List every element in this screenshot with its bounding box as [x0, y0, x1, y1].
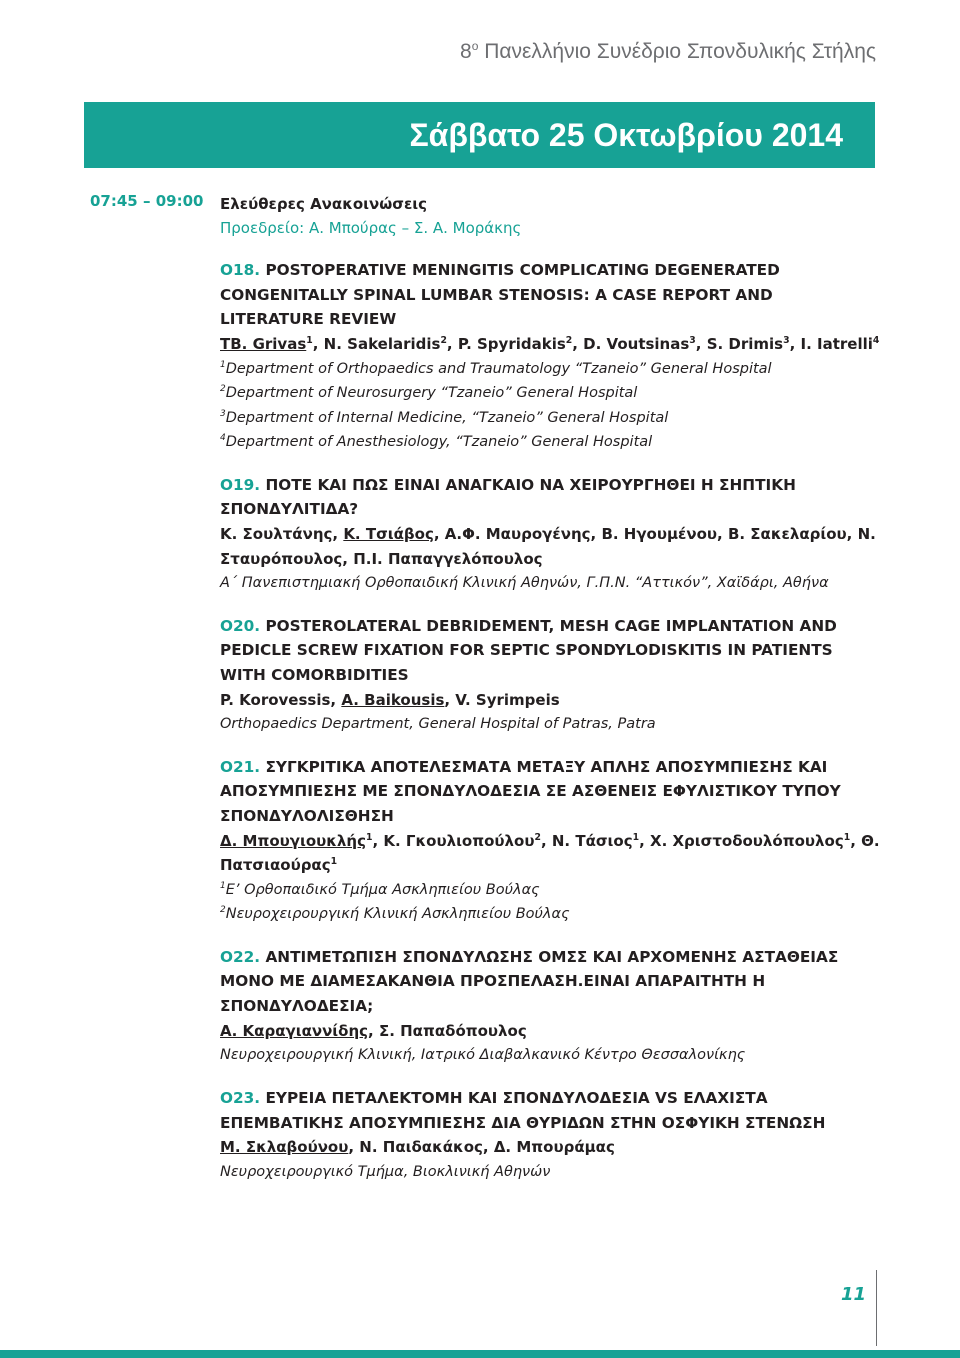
- abstract-code: Ο20.: [220, 616, 261, 635]
- presenting-author: Μ. Σκλαβούνου: [220, 1138, 349, 1157]
- date-banner: [84, 102, 875, 168]
- presenting-author: Κ. Τσιάβος: [343, 525, 434, 544]
- author: , D. Voutsinas: [572, 335, 690, 354]
- author-sup: 3: [783, 335, 790, 347]
- session-chairs: Προεδρείο: Α. Μπούρας – Σ. Α. Μοράκης: [220, 219, 522, 237]
- affiliation-text: Ε’ Ορθοπαιδικό Τμήμα Ασκληπιείου Βούλας: [225, 881, 540, 898]
- author: P. Korovessis,: [220, 690, 342, 709]
- title-text: ΠΟΤΕ ΚΑΙ ΠΩΣ ΕΙΝΑΙ ΑΝΑΓΚΑΙΟ ΝΑ ΧΕΙΡΟΥΡΓΗΘΕΙ Η ΣΗΠΤΙΚΗ: [265, 475, 796, 494]
- abstract-authors: Σταυρόπουλος, Π.Ι. Παπαγγελόπουλος: [220, 549, 543, 568]
- author-sup: 1: [330, 856, 338, 868]
- abstract-title: [220, 945, 870, 1019]
- affiliation-text: Department of Anesthesiology, “Tzaneio” General Hospital: [225, 434, 653, 451]
- abstract-o18: [220, 258, 880, 455]
- abstract-o21: [220, 755, 880, 927]
- affiliation-sup: 3: [220, 408, 226, 419]
- title-line: [220, 258, 870, 283]
- title-line: ΜΟΝΟ ΜΕ ΔΙΑΜΕΣΑΚΑΝΘΙΑ ΠΡΟΣΠΕΛΑΣΗ.ΕΙΝΑΙ ΑΠΑΡΑΙΤΗΤΗ Η: [220, 972, 766, 991]
- abstract-authors: [220, 853, 870, 878]
- abstract-o19: [220, 473, 876, 596]
- affiliation-sup: 2: [220, 384, 226, 395]
- presenting-author: Δ. Μπουγιουκλής: [220, 831, 366, 850]
- abstract-authors: [220, 522, 876, 547]
- author-sup: 1: [306, 335, 313, 347]
- conference-number: 8: [460, 40, 472, 63]
- affiliation-sup: 1: [220, 359, 226, 370]
- author-sup: 2: [440, 335, 447, 347]
- abstract-title: [220, 1086, 870, 1135]
- title-line: ΑΠΟΣΥΜΠΙΕΣΗΣ ΜΕ ΣΠΟΝΔΥΛΟΔΕΣΙΑ ΣΕ ΑΣΘΕΝΕΙΣ ΕΦΥΛΙΣΤΙΚΟΥ ΤΥΠΟΥ: [220, 782, 841, 801]
- author: , Ν. Παιδακάκος, Δ. Μπουράμας: [348, 1138, 615, 1157]
- presenting-author: TB. Grivas: [220, 335, 307, 354]
- title-line: ΣΠΟΝΔΥΛΟΔΕΣΙΑ;: [220, 997, 374, 1016]
- affiliation-sup: 4: [220, 433, 226, 444]
- abstract-o20: [220, 614, 870, 737]
- page-number-rule: [876, 1270, 877, 1346]
- author: , Θ.: [850, 831, 880, 850]
- author: , Α.Φ. Μαυρογένης, Β. Ηγουμένου, Β. Σακελαρίου, Ν.: [433, 525, 876, 544]
- title-line: ΣΠΟΝΔΥΛΟΛΙΣΘΗΣΗ: [220, 807, 394, 826]
- session-time: 07:45 – 09:00: [90, 192, 204, 210]
- author-sup: 1: [365, 831, 373, 843]
- affiliation-sup: 2: [220, 905, 226, 916]
- conference-number-sup: ο: [471, 39, 479, 53]
- abstract-code: Ο18.: [220, 261, 261, 279]
- abstract-authors: [220, 829, 880, 854]
- author-sup: 2: [565, 335, 573, 347]
- abstract-o22: [220, 945, 870, 1068]
- program-content: [220, 192, 880, 1184]
- title-text: ΑΝΤΙΜΕΤΩΠΙΣΗ ΣΠΟΝΔΥΛΩΣΗΣ ΟΜΣΣ ΚΑΙ ΑΡΧΟΜΕΝΗΣ ΑΣΤΑΘΕΙΑΣ: [265, 947, 839, 966]
- abstract-authors: [220, 1135, 870, 1160]
- abstract-o23: [220, 1086, 870, 1184]
- abstract-authors: [220, 332, 880, 357]
- running-head: [460, 40, 876, 64]
- author: Κ. Σουλτάνης,: [220, 525, 344, 544]
- title-text: POSTEROLATERAL DEBRIDEMENT, MESH CAGE IMPLANTATION AND: [265, 616, 837, 635]
- affiliation-text: Νευροχειρουργική Κλινική Ασκληπιείου Βούλας: [225, 906, 570, 923]
- author: , S. Drimis: [695, 335, 784, 354]
- author-sup: 1: [843, 831, 851, 843]
- title-line: CONGENITALLY SPINAL LUMBAR STENOSIS: A CASE REPORT AND: [220, 285, 773, 304]
- author-sup: 1: [632, 831, 640, 843]
- title-line: [220, 1086, 870, 1111]
- affiliation-text: Department of Neurosurgery “Tzaneio” General Hospital: [225, 385, 638, 402]
- title-line: PEDICLE SCREW FIXATION FOR SEPTIC SPONDYLODISKITIS IN PATIENTS: [220, 641, 833, 660]
- affiliation: [220, 902, 870, 927]
- abstract-authors: [220, 688, 870, 713]
- affiliation: [220, 878, 870, 903]
- title-line: LITERATURE REVIEW: [220, 310, 397, 329]
- author: , Χ. Χριστοδουλόπουλος: [639, 831, 844, 850]
- title-text: POSTOPERATIVE MENINGITIS COMPLICATING DEGENERATED: [265, 261, 780, 279]
- affiliation: [220, 357, 870, 382]
- abstract-code: Ο21.: [220, 757, 261, 776]
- title-line: ΕΠΕΜΒΑΤΙΚΗΣ ΑΠΟΣΥΜΠΙΕΣΗΣ ΔΙΑ ΘΥΡΙΔΩΝ ΣΤΗΝ ΟΣΦΥΙΚΗ ΣΤΕΝΩΣΗ: [220, 1113, 826, 1132]
- session-title: Ελεύθερες Ανακοινώσεις: [220, 195, 428, 213]
- affiliation: Α΄ Πανεπιστημιακή Ορθοπαιδική Κλινική Αθηνών, Γ.Π.Ν. “Αττικόν”, Χαϊδάρι, Αθήνα: [220, 575, 829, 592]
- abstract-code: Ο22.: [220, 947, 261, 966]
- title-line: [220, 614, 870, 639]
- author: , Κ. Γκουλιοπούλου: [372, 831, 535, 850]
- abstract-title: [220, 614, 870, 688]
- author: , Σ. Παπαδόπουλος: [368, 1021, 527, 1040]
- date-heading: Σάββατο 25 Οκτωβρίου 2014: [409, 116, 843, 153]
- title-text: ΣΥΓΚΡΙΤΙΚΑ ΑΠΟΤΕΛΕΣΜΑΤΑ ΜΕΤΑΞΥ ΑΠΛΗΣ ΑΠΟΣΥΜΠΙΕΣΗΣ ΚΑΙ: [265, 757, 828, 776]
- affiliation: [220, 381, 870, 406]
- affiliation-text: Department of Orthopaedics and Traumatology “Tzaneio” General Hospital: [225, 360, 772, 377]
- abstract-code: Ο23.: [220, 1088, 261, 1107]
- author-sup: 4: [872, 335, 880, 347]
- affiliation: Νευροχειρουργικό Τμήμα, Βιοκλινική Αθηνών: [220, 1163, 551, 1180]
- abstract-code: Ο19.: [220, 475, 261, 494]
- author: , P. Spyridakis: [446, 335, 566, 354]
- author-sup: 2: [534, 831, 541, 843]
- title-line: WITH COMORBIDITIES: [220, 665, 409, 684]
- abstract-title: [220, 755, 870, 829]
- author: , Ν. Τάσιος: [540, 831, 633, 850]
- bottom-bar: [0, 1350, 960, 1358]
- title-line: [220, 473, 870, 498]
- presenting-author: A. Baikousis: [341, 690, 445, 709]
- presenting-author: Α. Καραγιαννίδης: [220, 1021, 369, 1040]
- abstract-title: [220, 258, 870, 332]
- author-sup: 3: [689, 335, 696, 347]
- author: , V. Syrimpeis: [444, 690, 560, 709]
- author: , I. Iatrelli: [789, 335, 873, 354]
- affiliation: Νευροχειρουργική Κλινική, Ιατρικό Διαβαλκανικό Κέντρο Θεσσαλονίκης: [220, 1047, 746, 1064]
- affiliation-sup: 1: [220, 880, 226, 891]
- abstract-title: [220, 473, 870, 522]
- affiliation-text: Department of Internal Medicine, “Tzaneio” General Hospital: [225, 409, 669, 426]
- title-line: ΣΠΟΝΔΥΛΙΤΙΔΑ?: [220, 500, 359, 519]
- abstract-authors: [220, 1019, 870, 1044]
- affiliation: Orthopaedics Department, General Hospital of Patras, Patra: [220, 716, 656, 733]
- title-text: ΕΥΡΕΙΑ ΠΕΤΑΛΕΚΤΟΜΗ ΚΑΙ ΣΠΟΝΔΥΛΟΔΕΣΙΑ VS ΕΛΑΧΙΣΤΑ: [265, 1088, 768, 1107]
- author: , N. Sakelaridis: [312, 335, 441, 354]
- title-line: [220, 755, 870, 780]
- title-line: [220, 945, 870, 970]
- author: Πατσιαούρας: [220, 856, 331, 875]
- conference-title: Πανελλήνιο Συνέδριο Σπονδυλικής Στήλης: [484, 40, 876, 63]
- affiliation: [220, 406, 870, 431]
- affiliation: [220, 430, 870, 455]
- page-number: 11: [840, 1284, 866, 1305]
